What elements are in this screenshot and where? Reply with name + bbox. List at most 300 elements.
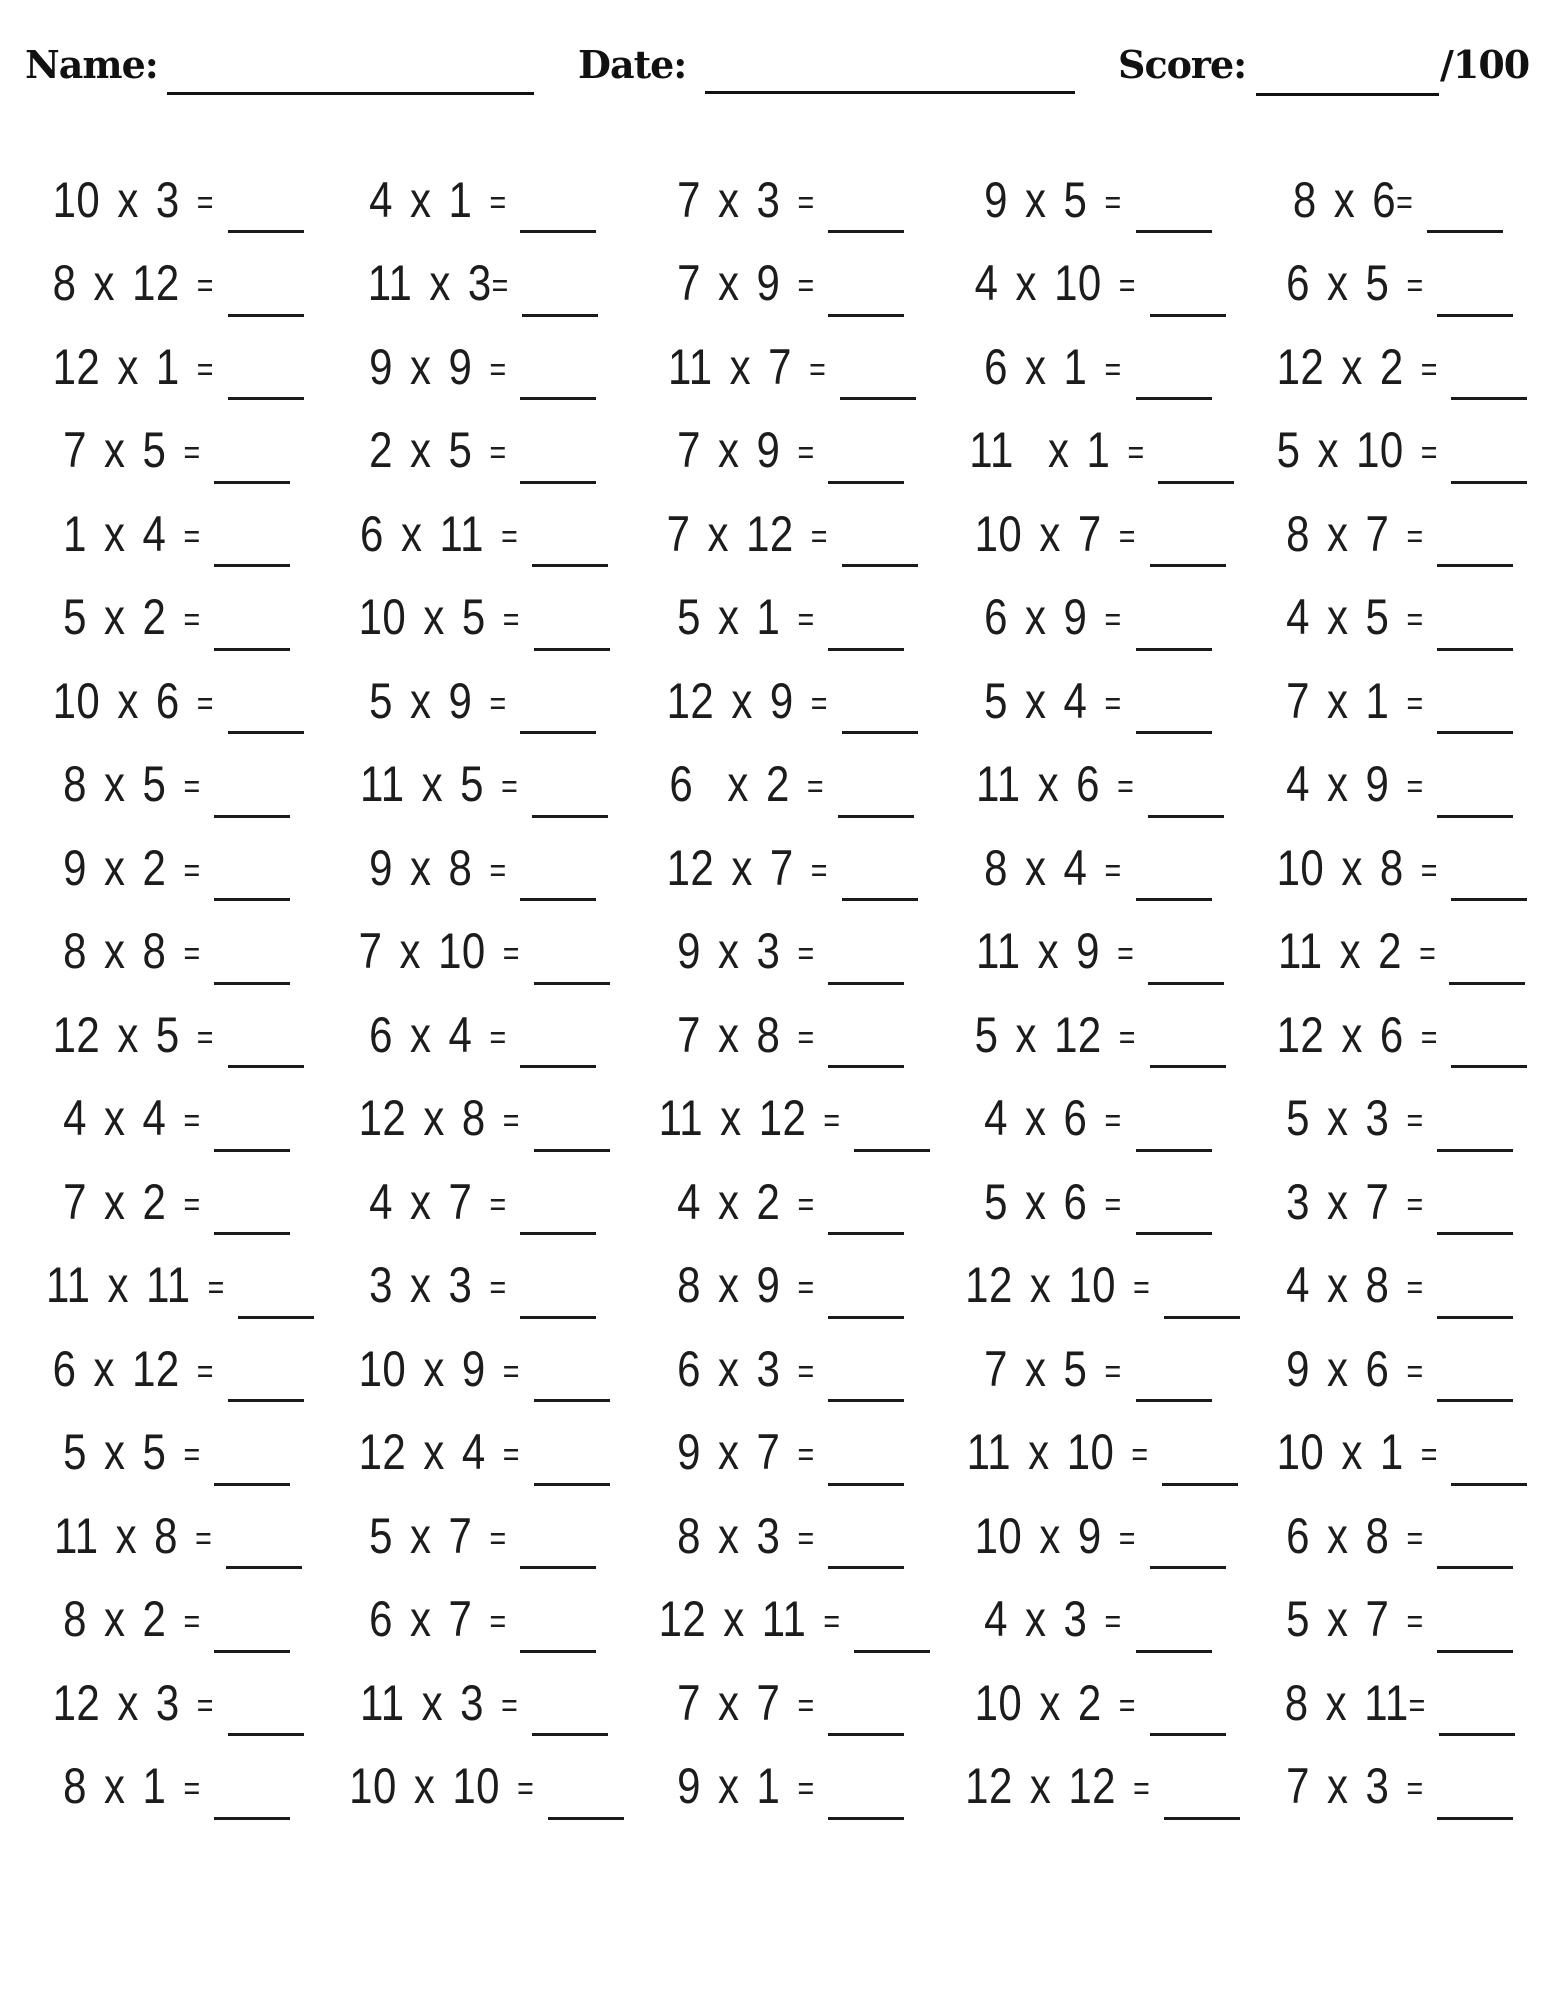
problem-cell [624,743,930,827]
answer-blank[interactable] [1148,751,1224,818]
equals-sign: = [797,1269,814,1308]
problem-text: 12 x 4 = [359,1424,520,1481]
answer-blank[interactable] [226,1502,302,1569]
answer-blank[interactable] [1150,250,1226,317]
problem-cell [12,826,314,910]
problem-cell [930,1578,1240,1662]
problem-cell [930,1494,1240,1578]
equals-sign: = [797,935,814,974]
problem-cell [624,492,930,576]
problem-text: 10 x 7 = [974,505,1136,562]
equals-sign: = [195,1519,213,1558]
problem-cell [1240,1745,1533,1829]
problem-text: 12 x 2 = [1276,338,1438,395]
problem-text: 7 x 7 = [676,1674,814,1731]
problem-cell [12,242,314,326]
answer-blank[interactable] [1437,1085,1513,1152]
answer-blank[interactable] [1136,667,1212,734]
problem-cell [314,576,624,660]
equals-sign: = [1418,935,1436,974]
problem-text: 6 x 7 = [368,1591,506,1648]
problem-text: 5 x 9 = [368,672,506,729]
answer-blank[interactable] [838,751,914,818]
problem-cell [1240,910,1533,994]
equals-sign: = [491,267,508,306]
problem-text: 6 x 4 = [368,1006,506,1063]
problem-text: 5 x 2 = [62,589,200,646]
problem-cell [12,1494,314,1578]
answer-blank[interactable] [854,1586,930,1653]
equals-sign: = [1117,935,1134,974]
problem-text: 2 x 5 = [368,422,506,479]
answer-blank[interactable] [520,1252,596,1319]
problem-cell [1240,158,1533,242]
problem-text: 5 x 6 = [984,1173,1122,1230]
answer-blank[interactable] [1427,166,1503,233]
answer-blank[interactable] [1136,1335,1212,1402]
equals-sign: = [503,601,520,640]
answer-blank[interactable] [828,1502,904,1569]
answer-blank[interactable] [1437,1502,1513,1569]
equals-sign: = [1104,601,1122,640]
answer-blank[interactable] [828,166,904,233]
answer-blank[interactable] [1437,667,1513,734]
equals-sign: = [501,1686,519,1725]
equals-sign: = [811,517,828,556]
problem-cell [930,1327,1240,1411]
equals-sign: = [1406,517,1424,556]
problem-cell [930,325,1240,409]
answer-blank[interactable] [1451,417,1527,484]
equals-sign: = [1406,1603,1424,1642]
problem-cell [624,242,930,326]
answer-blank[interactable] [214,834,290,901]
problem-text: 12 x 8 = [359,1090,520,1147]
answer-blank[interactable] [840,333,916,400]
equals-sign: = [1420,851,1438,890]
equals-sign: = [183,517,200,556]
equals-sign: = [489,434,506,473]
answer-blank[interactable] [828,1168,904,1235]
answer-blank[interactable] [214,1419,290,1486]
answer-blank[interactable] [1451,333,1527,400]
problem-text: 6 x 9 = [984,589,1122,646]
problem-cell [930,1745,1240,1829]
answer-blank[interactable] [520,333,596,400]
problem-cell [1240,1160,1533,1244]
equals-sign: = [1406,1770,1424,1809]
answer-blank[interactable] [532,500,608,567]
problem-cell [930,1661,1240,1745]
problem-text: 12 x 5 = [53,1006,214,1063]
problem-cell [314,910,624,994]
problem-text: 8 x 1 = [62,1758,200,1815]
problem-text: 7 x 3 = [1285,1758,1424,1815]
problem-text: 1 x 4 = [62,505,200,562]
answer-blank[interactable] [520,1586,596,1653]
answer-blank[interactable] [1150,1669,1226,1736]
problem-cell [624,1160,930,1244]
equals-sign: = [1104,1185,1122,1224]
problem-cell [930,910,1240,994]
answer-blank[interactable] [214,584,290,651]
problem-cell [1240,659,1533,743]
problem-cell [930,659,1240,743]
equals-sign: = [1104,1102,1122,1141]
answer-blank[interactable] [520,1502,596,1569]
answer-blank[interactable] [228,250,304,317]
answer-blank[interactable] [1136,1085,1212,1152]
answer-blank[interactable] [828,1252,904,1319]
answer-blank[interactable] [228,667,304,734]
problem-text: 12 x 9 = [667,672,828,729]
answer-blank[interactable] [842,667,918,734]
equals-sign: = [823,1603,841,1642]
equals-sign: = [207,1269,225,1308]
answer-blank[interactable] [1449,918,1525,985]
answer-blank[interactable] [1164,1252,1240,1319]
answer-blank[interactable] [534,1419,610,1486]
answer-blank[interactable] [1451,1419,1527,1486]
problem-text: 7 x 3 = [676,171,814,228]
answer-blank[interactable] [828,1669,904,1736]
answer-blank[interactable] [1437,1586,1513,1653]
answer-blank[interactable] [828,250,904,317]
equals-sign: = [797,1352,814,1391]
answer-blank[interactable] [228,1669,304,1736]
answer-blank[interactable] [228,166,304,233]
equals-sign: = [183,1102,200,1141]
problem-cell [314,1077,624,1161]
equals-sign: = [1131,1436,1149,1475]
answer-blank[interactable] [214,918,290,985]
problem-cell [624,1578,930,1662]
answer-blank[interactable] [828,1001,904,1068]
problem-cell [314,1244,624,1328]
problem-cell [1240,242,1533,326]
answer-blank[interactable] [1150,1001,1226,1068]
equals-sign: = [183,1185,200,1224]
answer-blank[interactable] [1451,1001,1527,1068]
problem-cell [624,993,930,1077]
answer-blank[interactable] [228,1335,304,1402]
equals-sign: = [517,1770,535,1809]
equals-sign: = [183,935,200,974]
problem-cell [1240,492,1533,576]
equals-sign: = [1406,1352,1424,1391]
equals-sign: = [503,1352,520,1391]
problem-cell [1240,1077,1533,1161]
answer-blank[interactable] [828,584,904,651]
equals-sign: = [1117,768,1134,807]
answer-blank[interactable] [214,1753,290,1820]
problem-cell [314,1160,624,1244]
problem-text: 4 x 9 = [1285,756,1424,813]
problem-text: 7 x 5 = [984,1340,1122,1397]
answer-blank[interactable] [214,417,290,484]
equals-sign: = [489,350,506,389]
answer-blank[interactable] [520,1168,596,1235]
equals-sign: = [489,183,506,222]
answer-blank[interactable] [520,417,596,484]
problem-cell [624,659,930,743]
name-fill-line[interactable] [167,92,534,95]
equals-sign: = [183,851,200,890]
equals-sign: = [1104,183,1122,222]
problem-cell [1240,993,1533,1077]
equals-sign: = [1104,350,1122,389]
answer-blank[interactable] [534,584,610,651]
answer-blank[interactable] [828,1419,904,1486]
equals-sign: = [183,768,200,807]
problem-text: 12 x 10 = [965,1257,1150,1314]
answer-blank[interactable] [520,834,596,901]
answer-blank[interactable] [214,1586,290,1653]
problem-cell [624,910,930,994]
problem-text: 10 x 9 = [974,1507,1136,1564]
problem-cell [624,1745,930,1829]
answer-blank[interactable] [520,1001,596,1068]
equals-sign: = [811,684,828,723]
problem-cell [314,1661,624,1745]
problem-cell [12,492,314,576]
problem-text: 8 x 7 = [1285,505,1424,562]
answer-blank[interactable] [534,1335,610,1402]
problem-text: 4 x 5 = [1285,589,1424,646]
equals-sign: = [797,434,814,473]
equals-sign: = [797,1018,814,1057]
equals-sign: = [1406,1185,1424,1224]
problem-cell [12,1077,314,1161]
problem-text: 7 x 10 = [359,923,520,980]
problem-text: 6 x 11 = [360,505,519,562]
answer-blank[interactable] [532,1669,608,1736]
problem-text: 6 x 8 = [1285,1507,1424,1564]
problems-grid [12,158,1533,1828]
problem-text: 9 x 5 = [984,171,1122,228]
problem-cell [12,1661,314,1745]
problem-cell [12,743,314,827]
problem-cell [930,409,1240,493]
answer-blank[interactable] [214,1168,290,1235]
answer-blank[interactable] [828,417,904,484]
problem-cell [930,826,1240,910]
problem-cell [314,743,624,827]
equals-sign: = [797,1519,814,1558]
problem-text: 12 x 6 = [1276,1006,1438,1063]
answer-blank[interactable] [214,1085,290,1152]
problem-text: 11 x 12 = [658,1090,841,1147]
problem-text: 7 x 2 = [62,1173,200,1230]
problem-cell [930,242,1240,326]
problem-text: 8 x 3 = [676,1507,814,1564]
problem-text: 12 x 3 = [53,1674,214,1731]
problem-cell [930,743,1240,827]
answer-blank[interactable] [1437,250,1513,317]
equals-sign: = [1420,350,1438,389]
problem-text: 11 x 6 = [976,756,1134,813]
answer-blank[interactable] [214,500,290,567]
problem-text: 8 x 6= [1292,171,1413,228]
problem-cell [1240,1661,1533,1745]
answer-blank[interactable] [1437,1168,1513,1235]
answer-blank[interactable] [1136,584,1212,651]
answer-blank[interactable] [1437,584,1513,651]
equals-sign: = [183,601,200,640]
answer-blank[interactable] [842,834,918,901]
equals-sign: = [1119,1686,1136,1725]
problem-cell [314,659,624,743]
answer-blank[interactable] [854,1085,930,1152]
answer-blank[interactable] [1437,1335,1513,1402]
equals-sign: = [1104,1603,1122,1642]
date-fill-line[interactable] [705,91,1075,94]
problem-cell [314,1327,624,1411]
answer-blank[interactable] [1150,1502,1226,1569]
equals-sign: = [197,350,214,389]
problem-cell [624,1327,930,1411]
answer-blank[interactable] [1162,1419,1238,1486]
problem-cell [12,659,314,743]
equals-sign: = [1406,1269,1424,1308]
problem-text: 10 x 8 = [1276,839,1438,896]
answer-blank[interactable] [548,1753,624,1820]
answer-blank[interactable] [842,500,918,567]
problem-text: 8 x 11= [1284,1674,1426,1731]
answer-blank[interactable] [1136,1168,1212,1235]
answer-blank[interactable] [214,751,290,818]
equals-sign: = [503,1436,520,1475]
problem-cell [314,1494,624,1578]
problem-cell [624,409,930,493]
problem-text: 10 x 6 = [53,672,214,729]
answer-blank[interactable] [522,250,598,317]
problem-text: 7 x 9 = [676,255,814,312]
problem-text: 7 x 5 = [62,422,200,479]
equals-sign: = [1406,1102,1424,1141]
equals-sign: = [197,1686,214,1725]
problem-cell [930,1077,1240,1161]
problem-cell [314,1411,624,1495]
answer-blank[interactable] [828,1753,904,1820]
equals-sign: = [489,684,506,723]
equals-sign: = [797,601,814,640]
problem-cell [1240,1327,1533,1411]
problem-cell [624,1077,930,1161]
answer-blank[interactable] [1437,1252,1513,1319]
answer-blank[interactable] [534,1085,610,1152]
answer-blank[interactable] [1158,417,1234,484]
equals-sign: = [823,1102,841,1141]
equals-sign: = [503,935,520,974]
answer-blank[interactable] [228,333,304,400]
equals-sign: = [1408,1686,1426,1725]
equals-sign: = [1119,1018,1136,1057]
problem-text: 10 x 1 = [1276,1424,1438,1481]
problem-cell [1240,576,1533,660]
problem-text: 9 x 9 = [368,338,506,395]
problem-cell [624,325,930,409]
answer-blank[interactable] [1451,834,1527,901]
problem-text: 11 x 7 = [668,338,827,395]
problem-text: 11 x 11 = [45,1257,225,1314]
problem-cell [12,409,314,493]
answer-blank[interactable] [534,918,610,985]
problem-text: 4 x 2 = [676,1173,814,1230]
score-fill-line[interactable] [1256,93,1439,96]
answer-blank[interactable] [1136,166,1212,233]
equals-sign: = [1396,183,1413,222]
answer-blank[interactable] [1437,751,1513,818]
equals-sign: = [797,1770,814,1809]
equals-sign: = [1104,684,1122,723]
problem-text: 6 x 12 = [53,1340,214,1397]
answer-blank[interactable] [1164,1753,1240,1820]
answer-blank[interactable] [1136,1586,1212,1653]
problem-text: 8 x 5 = [62,756,200,813]
problem-text: 6 x 2 = [669,756,824,813]
problem-text: 12 x 11 = [658,1591,841,1648]
problem-text: 8 x 2 = [62,1591,200,1648]
answer-blank[interactable] [520,166,596,233]
equals-sign: = [797,267,814,306]
problem-text: 11 x 2 = [1277,923,1436,980]
answer-blank[interactable] [1150,500,1226,567]
problem-cell [1240,1411,1533,1495]
problem-cell [1240,409,1533,493]
problem-text: 11 x 9 = [976,923,1134,980]
answer-blank[interactable] [228,1001,304,1068]
problem-cell [12,576,314,660]
problem-text: 9 x 2 = [62,839,200,896]
answer-blank[interactable] [532,751,608,818]
problem-cell [624,1494,930,1578]
problem-text: 5 x 10 = [1276,422,1438,479]
answer-blank[interactable] [1148,918,1224,985]
answer-blank[interactable] [520,667,596,734]
answer-blank[interactable] [1136,834,1212,901]
problem-text: 11 x 8 = [54,1507,213,1564]
problem-text: 4 x 3 = [984,1591,1122,1648]
answer-blank[interactable] [1439,1669,1515,1736]
problem-cell [314,1745,624,1829]
problem-text: 8 x 12 = [53,255,214,312]
equals-sign: = [1133,1770,1150,1809]
problem-cell [314,409,624,493]
problem-cell [624,1411,930,1495]
problem-cell [624,158,930,242]
problem-cell [930,1244,1240,1328]
equals-sign: = [183,1603,200,1642]
answer-blank[interactable] [1437,500,1513,567]
score-label: Score: [1118,42,1247,87]
equals-sign: = [1104,851,1122,890]
answer-blank[interactable] [828,1335,904,1402]
problem-text: 5 x 5 = [62,1424,200,1481]
problem-cell [1240,1244,1533,1328]
answer-blank[interactable] [828,918,904,985]
equals-sign: = [1420,1018,1438,1057]
problem-cell [12,993,314,1077]
problem-text: 7 x 8 = [676,1006,814,1063]
problem-text: 7 x 9 = [676,422,814,479]
equals-sign: = [197,267,214,306]
answer-blank[interactable] [238,1252,314,1319]
problem-text: 9 x 8 = [368,839,506,896]
answer-blank[interactable] [1437,1753,1513,1820]
answer-blank[interactable] [1136,333,1212,400]
equals-sign: = [1119,1519,1136,1558]
